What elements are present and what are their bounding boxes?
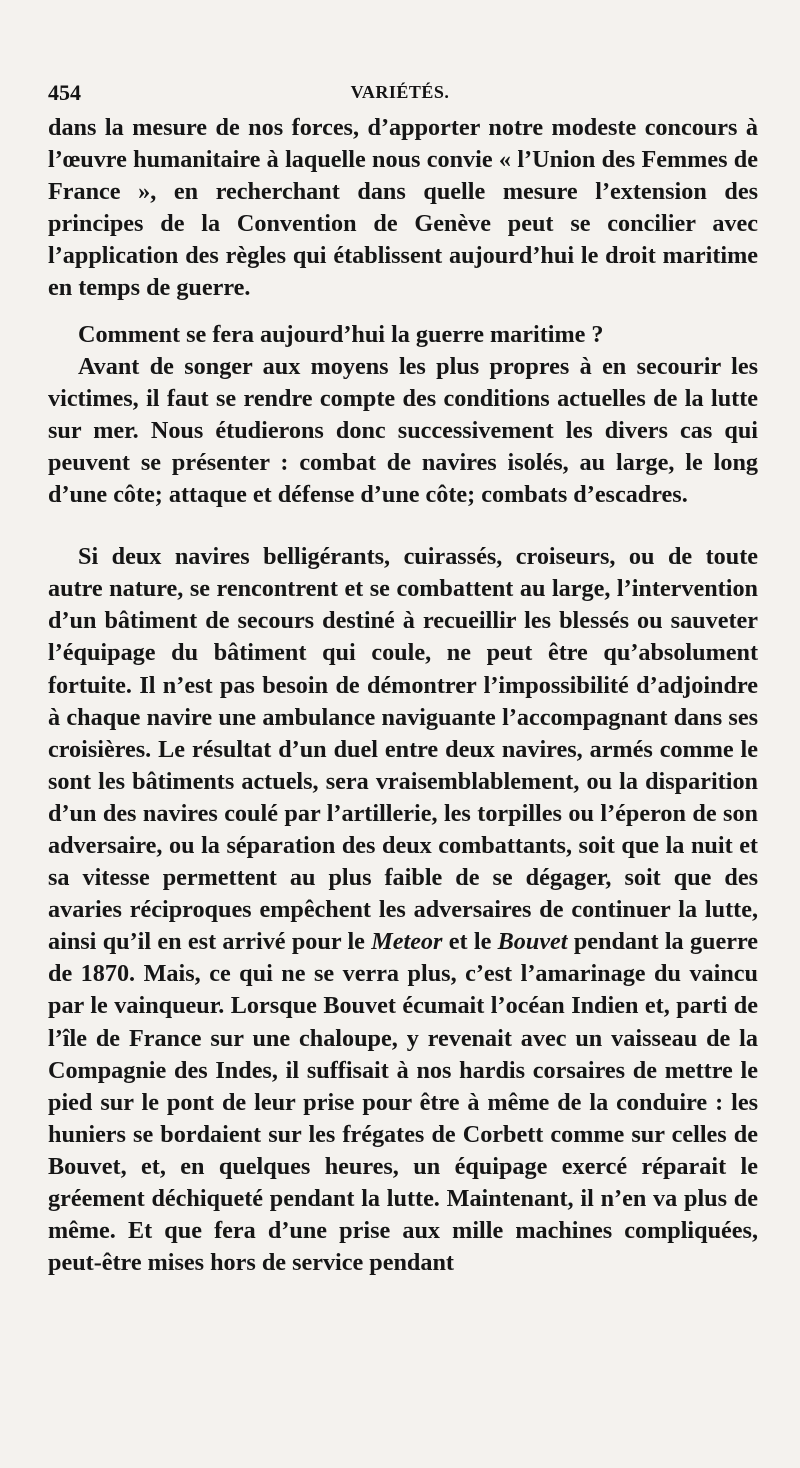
paragraph-gap	[48, 305, 758, 319]
ship-name-bouvet: Bouvet	[497, 928, 568, 956]
ship-name-meteor: Meteor	[371, 928, 443, 956]
page-header	[48, 80, 752, 110]
running-head: VARIÉTÉS.	[350, 82, 450, 102]
paragraph-1: dans la mesure de nos forces, d’apporter notre modeste concours à l’œuvre humanitaire à laquelle nous convie « l’Union des Femmes de France », en recherchant dans quelle mesure l’extension des principes de la Convention de Genève peut se concilier avec l’application des règles qui établissent aujourd’hui le droit maritime en temps de guerre.	[48, 114, 758, 302]
paragraph-4-part-3: pendant la guerre de 1870. Mais, ce qui ne se verra plus, c’est l’amarinage du vaincu par le vainqueur. Lorsque Bouvet écumait l’océan Indien et, parti de l’île de France sur une chaloupe, y revenait avec un vaisseau de la Compagnie des Indes, il suffisait à nos hardis corsaires de mettre le pied sur le pont de leur prise pour être à même de la conduire : les huniers se bordaient sur les frégates de Corbett comme sur celles de Bouvet, et, en quelques heures, un équipage exercé réparait le gréement déchiqueté pendant la lutte. Maintenant, il n’en va plus de même. Et que fera d’une prise aux mille machines compliquées, peut-être mises hors de service pendant	[48, 928, 759, 1277]
paragraph-4-part-2: et le	[442, 928, 498, 956]
paragraph-2: Comment se fera aujourd’hui la guerre maritime ?	[78, 320, 604, 348]
paragraph-3: Avant de songer aux moyens les plus propres à en secourir les victimes, il faut se rendre compte des conditions actuelles de la lutte sur mer. Nous étudierons donc successivement les divers cas qui peuvent se présenter : combat de navires isolés, au large, le long d’une côte; attaque et défense d’une côte; combats d’escadres.	[48, 352, 758, 509]
paragraph-4-part-1: Si deux navires belligérants, cuirassés, croiseurs, ou de toute autre nature, se rencontrent et se combattent au large, l’intervention d’un bâtiment de secours destiné à recueillir les blessés ou sauveter l’équipage du bâtiment qui coule, ne peut être qu’absolument fortuite. Il n’est pas besoin de démontrer l’impossibilité d’adjoindre à chaque navire une ambulance naviguante l’accompagnant dans ses croisières. Le résultat d’un duel entre deux navires, armés comme le sont les bâtiments actuels, sera vraisemblablement, ou la disparition d’un des navires coulé par l’artillerie, les torpilles ou l’éperon de son adversaire, ou la séparation des deux combattants, soit que la nuit et sa vitesse permettent au plus faible de se dégager, soit que des avaries réciproques empêchent les adversaires de continuer la lutte, ainsi qu’il en est arrivé pour le	[48, 543, 758, 956]
page-number: 454	[48, 80, 81, 105]
paragraph-4	[48, 541, 758, 1279]
body-text	[48, 112, 758, 1279]
paragraph-gap	[48, 511, 758, 541]
